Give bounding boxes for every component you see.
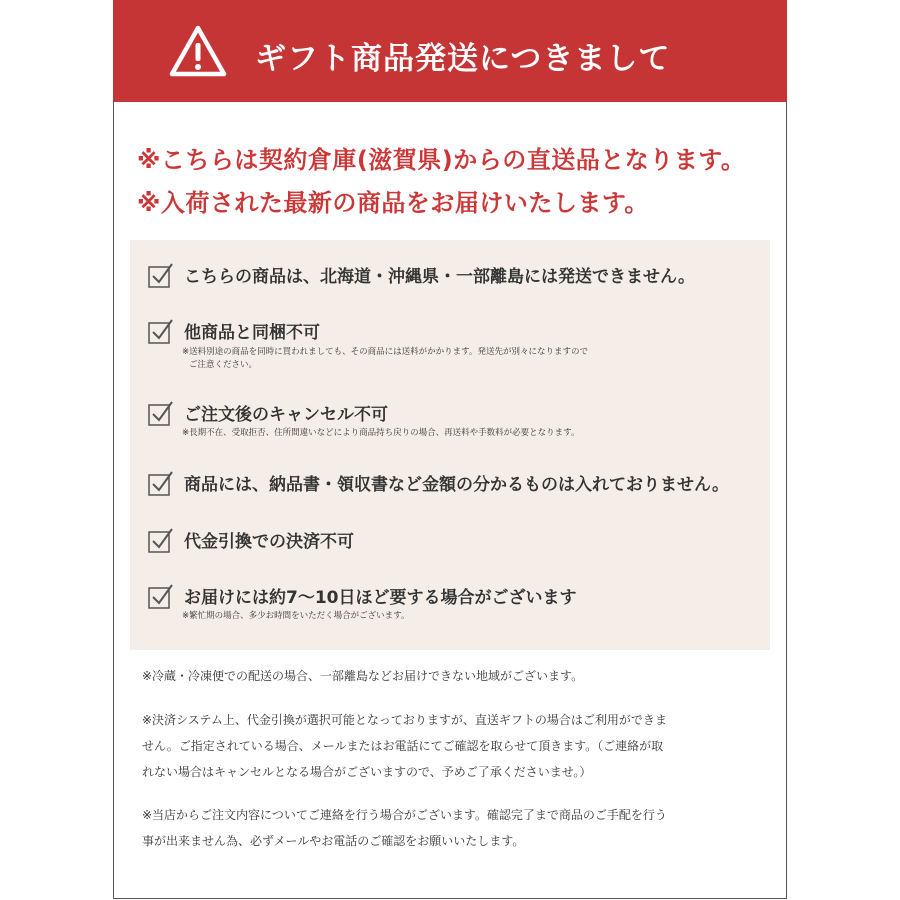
- condition-title: 代金引換での決済不可: [184, 532, 354, 552]
- condition-note: ※長期不在、受取拒否、住所間違いなどにより商品持ち戻りの場合、再送料や手数料が必要となります。: [182, 428, 580, 438]
- condition-title: お届けには約7〜10日ほど要する場合がございます: [184, 588, 577, 608]
- footnote-line: ※決済システム上、代金引換が選択可能となっておりますが、直送ギフトの場合はご利用ができま: [142, 713, 667, 727]
- condition-title: 商品には、納品書・領収書など金額の分かるものは入れておりません。: [184, 475, 730, 495]
- checkbox-checked-icon: [148, 470, 174, 496]
- checkbox-checked-icon: [148, 400, 174, 426]
- condition-title: こちらの商品は、北海道・沖縄県・一部離島には発送できません。: [184, 267, 696, 287]
- condition-title: 他商品と同梱不可: [184, 323, 320, 343]
- footnote-line: せん。ご指定されている場合、メールまたはお電話にてご確認を取らせて頂きます。（ご連絡が取: [142, 739, 664, 753]
- checkbox-checked-icon: [148, 527, 174, 553]
- checkbox-checked-icon: [148, 318, 174, 344]
- footnote-line: れない場合はキャンセルとなる場合がございますので、予めご了承くださいませ。）: [142, 765, 592, 779]
- notice-direct-shipping: ※こちらは契約倉庫(滋賀県)からの直送品となります。: [137, 146, 746, 174]
- condition-title: ご注文後のキャンセル不可: [184, 405, 388, 425]
- condition-note: ご注意ください。: [189, 360, 258, 370]
- warning-icon: [168, 24, 228, 78]
- footnote-line: ※冷蔵・冷凍便での配送の場合、一部離島などお届けできない地域がございます。: [142, 669, 584, 683]
- notice-latest-product: ※入荷された最新の商品をお届けいたします。: [137, 189, 649, 217]
- footnote-line: 事が出来ません為、必ずメールやお電話のご確認をお願いいたします。: [142, 834, 525, 848]
- banner-title: ギフト商品発送につきまして: [255, 41, 671, 77]
- footnote-line: ※当店からご注文内容についてご連絡を行う場合がございます。確認完了まで商品のご手配を行う: [142, 808, 667, 822]
- checkbox-checked-icon: [148, 583, 174, 609]
- condition-note: ※繁忙期の場合、多少お時間をいただく場合がございます。: [182, 611, 410, 621]
- condition-note: ※送料別途の商品を同時に買われましても、その商品には送料がかかります。発送先が別々になりますので: [182, 347, 588, 357]
- header-banner: [113, 0, 787, 102]
- conditions-panel: [130, 240, 770, 650]
- checkbox-checked-icon: [148, 262, 174, 288]
